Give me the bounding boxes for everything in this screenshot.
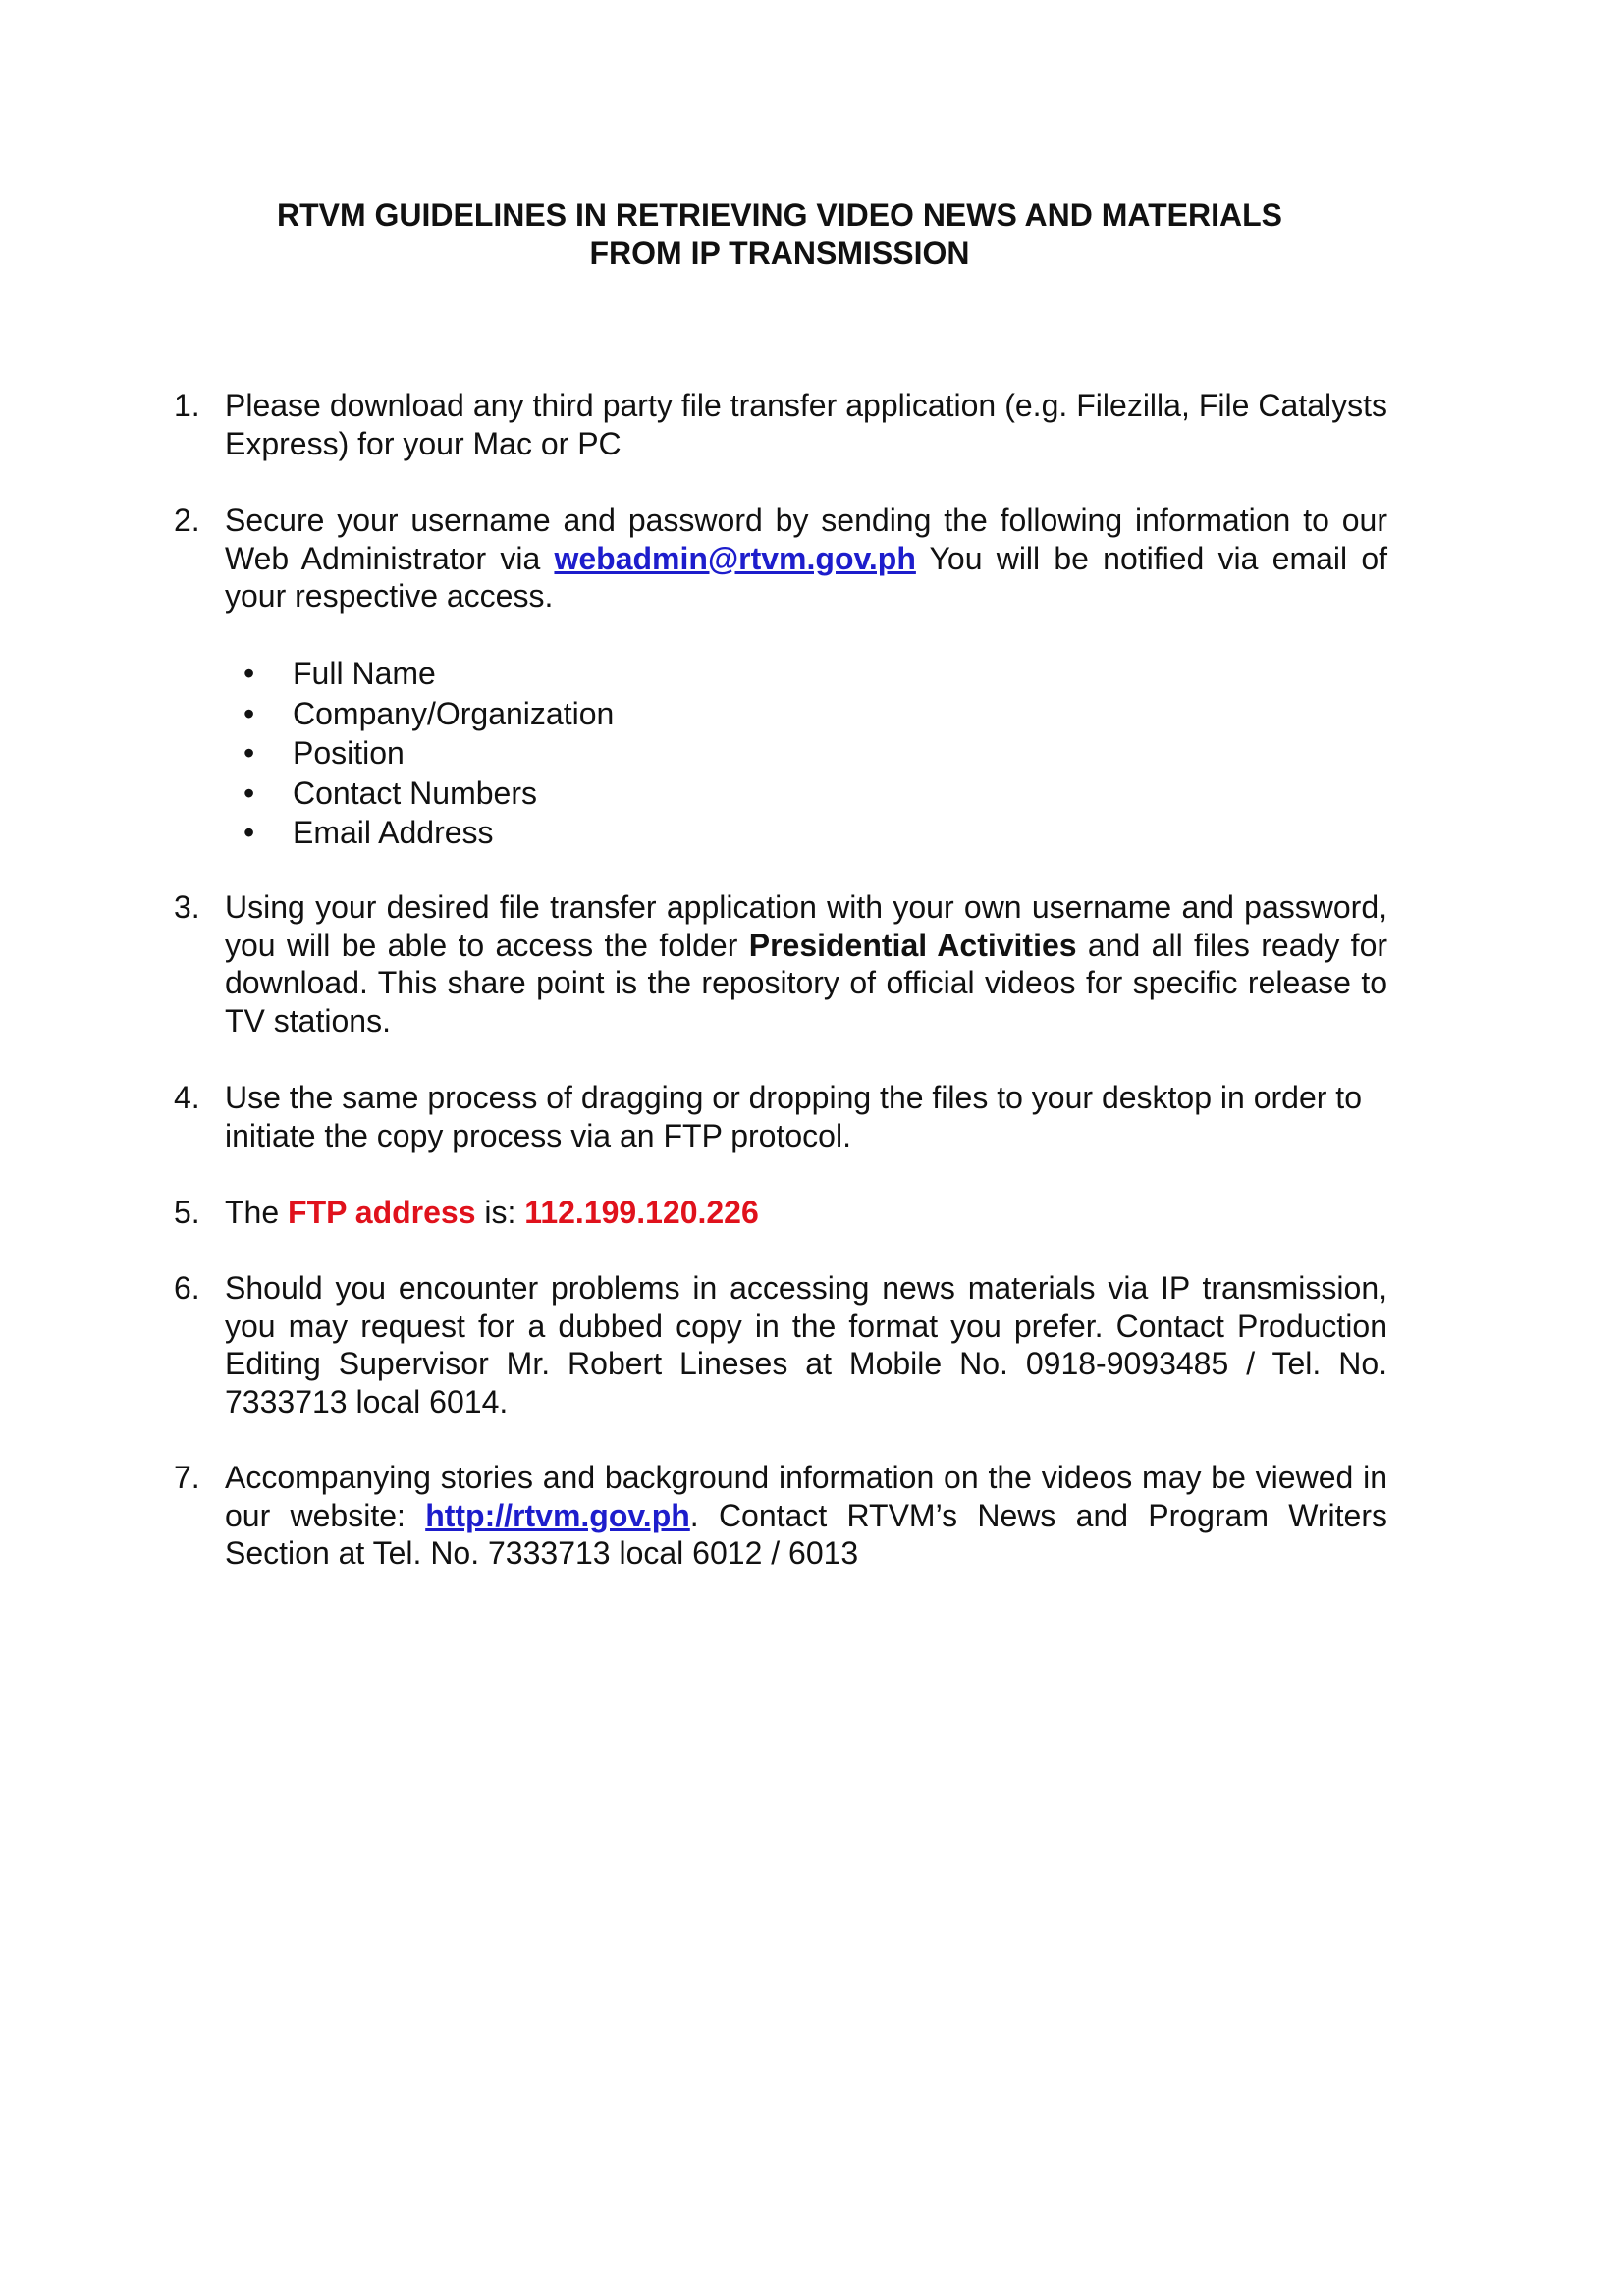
webadmin-email-link[interactable]: webadmin@rtvm.gov.ph [554, 540, 916, 576]
item-text: Please download any third party file transfer application (e.g. Filezilla, File Catalysts Express) for your Mac or PC [225, 388, 1387, 461]
folder-name: Presidential Activities [748, 927, 1077, 963]
item-number: 7. [174, 1460, 200, 1495]
bullet-item [243, 654, 614, 694]
bullet-label: Position [293, 735, 405, 771]
item-text-post: . Contact RTVM’s News and Program Writers Section at Tel. No. 7333713 local 6012 / 6013 [225, 1497, 1388, 1571]
ftp-address-value: 112.199.120.226 [524, 1195, 759, 1230]
bullet-item [243, 733, 614, 774]
list-item-1 [174, 387, 1387, 462]
list-item-6 [174, 1269, 1387, 1420]
item-number: 3. [174, 889, 200, 925]
item-number: 5. [174, 1195, 200, 1230]
bullet-label: Email Address [293, 815, 494, 850]
ftp-address-label: FTP address [288, 1195, 476, 1230]
required-info-list [243, 654, 614, 853]
item-text-pre: Accompanying stories and background information on the videos may be viewed in our website: [225, 1460, 1387, 1533]
item-text-pre: The [225, 1195, 289, 1230]
item-text: Use the same process of dragging or dropping the files to your desktop in order to initiate the copy process via an FTP protocol. [225, 1080, 1362, 1153]
bullet-item [243, 694, 614, 734]
list-item-7 [174, 1459, 1387, 1573]
website-link[interactable]: http://rtvm.gov.ph [425, 1497, 690, 1533]
list-item-4 [174, 1079, 1387, 1154]
bullet-dot: • [243, 774, 255, 811]
item-text [225, 888, 1387, 1040]
item-number: 4. [174, 1080, 200, 1115]
item-text [225, 1459, 1387, 1573]
bullet-label: Company/Organization [293, 695, 615, 731]
item-number: 6. [174, 1270, 200, 1306]
bullet-label: Full Name [293, 656, 436, 691]
item-text [225, 1194, 1387, 1232]
title-line-2: FROM IP TRANSMISSION [589, 236, 970, 271]
item-number: 1. [174, 388, 200, 423]
title-line-1: RTVM GUIDELINES IN RETRIEVING VIDEO NEWS AND MATERIALS [276, 197, 1283, 233]
item-text-mid: is: [475, 1195, 525, 1230]
item-text-post: and all files ready for download. This share point is the repository of official videos for specific release to TV stations. [225, 927, 1388, 1039]
bullet-dot: • [243, 815, 255, 850]
document-title [0, 196, 1559, 273]
bullet-item [243, 813, 614, 853]
item-text [225, 502, 1387, 615]
bullet-item [243, 774, 614, 814]
item-text-pre: Secure your username and password by sending the following information to our Web Administrator via [225, 503, 1387, 576]
item-number: 2. [174, 503, 200, 538]
list-item-2 [174, 502, 1387, 615]
item-text: Should you encounter problems in accessing news materials via IP transmission, you may request for a dubbed copy in the format you prefer. Contact Production Editing Supervisor Mr. Robert Lineses at Mobile No. 0918-9093485 / Tel. No. 7333713 local 6014. [225, 1270, 1387, 1419]
bullet-label: Contact Numbers [293, 774, 537, 811]
bullet-dot: • [243, 735, 255, 771]
item-text-post: You will be notified via email of your respective access. [225, 540, 1388, 614]
list-item-5 [174, 1194, 1387, 1232]
bullet-dot: • [243, 695, 255, 731]
bullet-dot: • [243, 656, 255, 691]
list-item-3 [174, 888, 1387, 1040]
item-text-pre: Using your desired file transfer application with your own username and password, you will be able to access the folder [225, 889, 1387, 963]
